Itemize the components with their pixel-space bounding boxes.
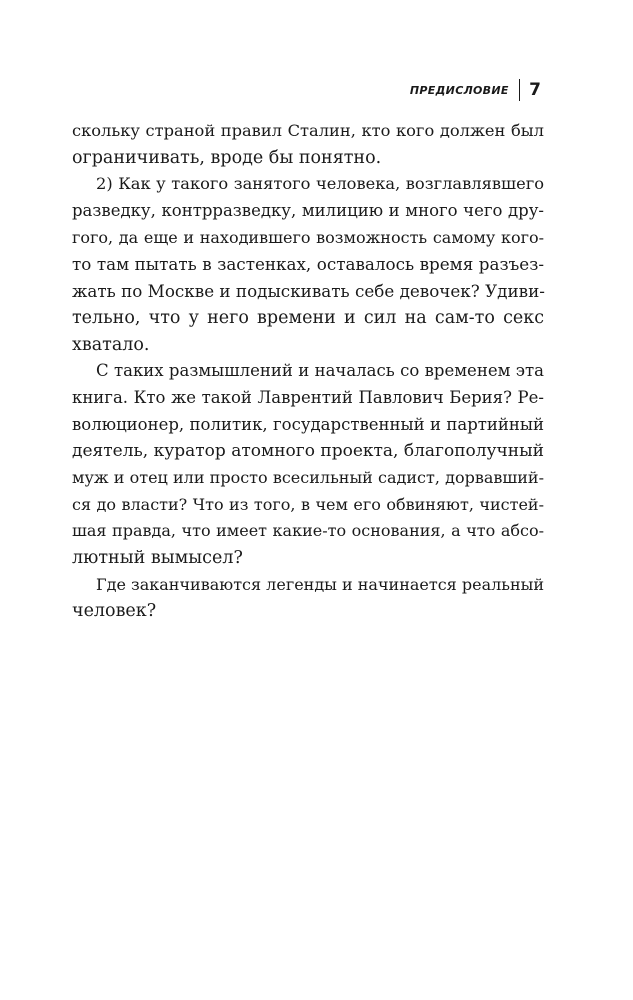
text-line: лютный вымысел? [72,548,243,568]
paragraph-4 [72,572,544,625]
text-line: человек? [72,601,157,622]
paragraph-3 [72,358,544,572]
running-head: ПРЕДИСЛОВИЕ [409,83,509,97]
body-text [72,118,544,625]
text-line: книга. Кто же такой Лаврентий Павлович Берия? Ре- [72,387,544,407]
text-line: скольку страной правил Сталин, кто кого должен был [72,121,544,140]
text-line: шая правда, что имеет какие-то основания, а что абсо- [72,521,544,541]
text-line: ся до власти? Что из того, в чем его обвиняют, чистей- [72,494,544,514]
text-line: ограничивать, вроде бы понятно. [72,147,382,168]
page-header [410,78,541,102]
text-line: хватало. [72,334,150,355]
paragraph-1 [72,118,544,171]
text-line: жать по Москве и подыскивать себе девочек? Удиви- [72,281,545,302]
text-line: тельно, что у него времени и сил на сам-то секс [72,307,544,328]
text-line: гого, да еще и находившего возможность самому кого- [72,227,544,247]
text-line: деятель, куратор атомного проекта, благополучный [72,441,544,462]
text-line: волюционер, политик, государственный и партийный [72,414,544,434]
text-line: то там пытать в застенках, оставалось время разъез- [72,254,544,275]
text-line: разведку, контрразведку, милицию и много чего дру- [72,201,544,221]
page-number: 7 [529,80,541,100]
text-line: С таких размышлений и началась со временем эта [96,361,544,381]
text-line: муж и отец или просто всесильный садист, дорвавший- [72,467,544,487]
text-line: Где заканчиваются легенды и начинается реальный [96,574,545,594]
paragraph-2 [72,171,544,358]
header-divider [519,79,521,101]
text-line: 2) Как у такого занятого человека, возглавлявшего [96,174,544,194]
